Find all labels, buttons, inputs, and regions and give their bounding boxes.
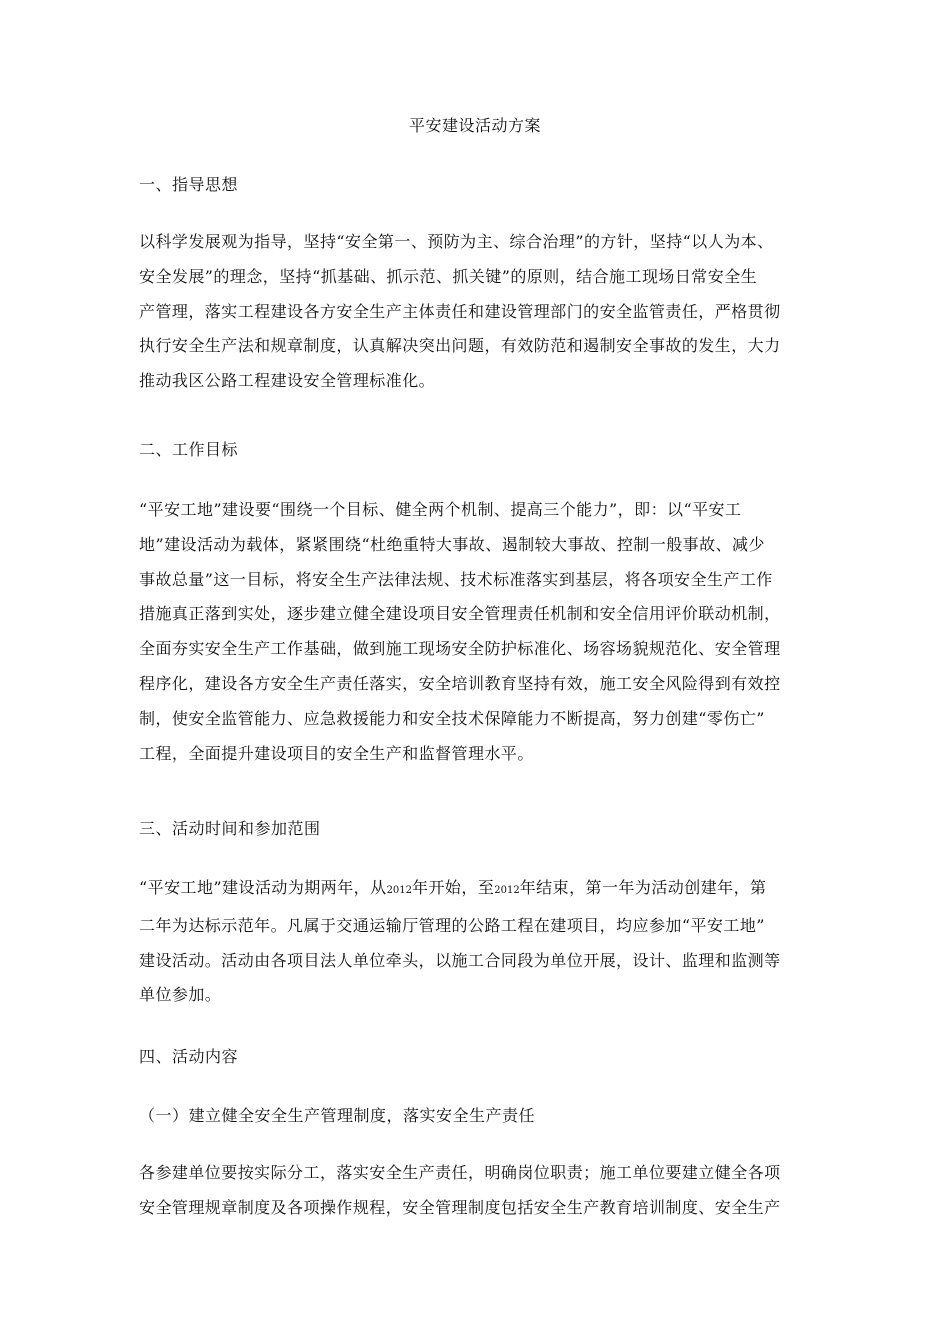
paragraph-line: 地”建设活动为载体，紧紧围绕“杜绝重特大事故、遏制较大事故、控制一般事故、减少: [139, 534, 765, 554]
paragraph-line: 事故总量”这一目标，将安全生产法律法规、技术标准落实到基层，将各项安全生产工作: [139, 569, 773, 589]
section-paragraph-2: [139, 493, 811, 771]
paragraph-line: “平安工地”建设要“围绕一个目标、健全两个机制、提高三个能力”，即：以“平安工: [139, 500, 742, 519]
section-paragraph-3: [139, 871, 811, 1013]
paragraph-line: 安全管理规章制度及各项操作规程，安全管理制度包括安全生产教育培训制度、安全生产: [139, 1197, 781, 1217]
paragraph-line: 安全发展”的理念，坚持“抓基础、抓示范、抓关键”的原则，结合施工现场日常安全生: [139, 266, 758, 286]
subsection-heading: （一）建立健全安全生产管理制度，落实安全生产责任: [139, 1106, 536, 1125]
paragraph-line: 单位参加。: [139, 985, 222, 1005]
document-title: 平安建设活动方案: [408, 116, 541, 135]
section-paragraph-1: [139, 225, 811, 399]
section-heading-2: 二、工作目标: [139, 440, 239, 459]
paragraph-line: 推动我区公路工程建设安全管理标准化。: [139, 371, 436, 391]
paragraph-line: 措施真正落到实处，逐步建立健全建设项目安全管理责任机制和安全信用评价联动机制，: [139, 604, 781, 624]
section-heading-4: 四、活动内容: [139, 1047, 239, 1066]
paragraph-line: 以科学发展观为指导，坚持“安全第一、预防为主、综合治理”的方针，坚持“以人为本、: [139, 232, 774, 251]
line-text: 年开始，至: [412, 878, 495, 897]
paragraph-line: [139, 871, 811, 909]
paragraph-line: 程序化，建设各方安全生产责任落实，安全培训教育坚持有效，施工安全风险得到有效控: [139, 673, 781, 693]
year-start: 2012: [386, 885, 413, 896]
section-paragraph-4: [139, 1156, 811, 1226]
section-heading-3: 三、活动时间和参加范围: [139, 819, 321, 838]
section-heading-1: 一、指导思想: [139, 175, 239, 194]
paragraph-line: 执行安全生产法和规章制度，认真解决突出问题，有效防范和遏制安全事故的发生，大力: [139, 336, 781, 356]
line-text: 年结束，第一年为活动创建年，第: [519, 878, 767, 897]
paragraph-line: 各参建单位要按实际分工，落实安全生产责任，明确岗位职责；施工单位要建立健全各项: [139, 1163, 781, 1182]
paragraph-line: 制，使安全监管能力、应急救援能力和安全技术保障能力不断提高，努力创建“零伤亡”: [139, 708, 765, 728]
paragraph-line: 全面夯实安全生产工作基础，做到施工现场安全防护标准化、场容场貌规范化、安全管理: [139, 639, 781, 659]
paragraph-line: 二年为达标示范年。凡属于交通运输厅管理的公路工程在建项目，均应参加“平安工地”: [139, 915, 765, 935]
paragraph-line: 产管理，落实工程建设各方安全生产主体责任和建设管理部门的安全监管责任，严格贯彻: [139, 301, 781, 321]
paragraph-line: 建设活动。活动由各项目法人单位牵头，以施工合同段为单位开展，设计、监理和监测等: [139, 950, 781, 970]
line-text: “平安工地”建设活动为期两年，从: [139, 878, 387, 897]
year-end: 2012: [494, 885, 520, 896]
paragraph-line: 工程，全面提升建设项目的安全生产和监督管理水平。: [139, 743, 534, 763]
